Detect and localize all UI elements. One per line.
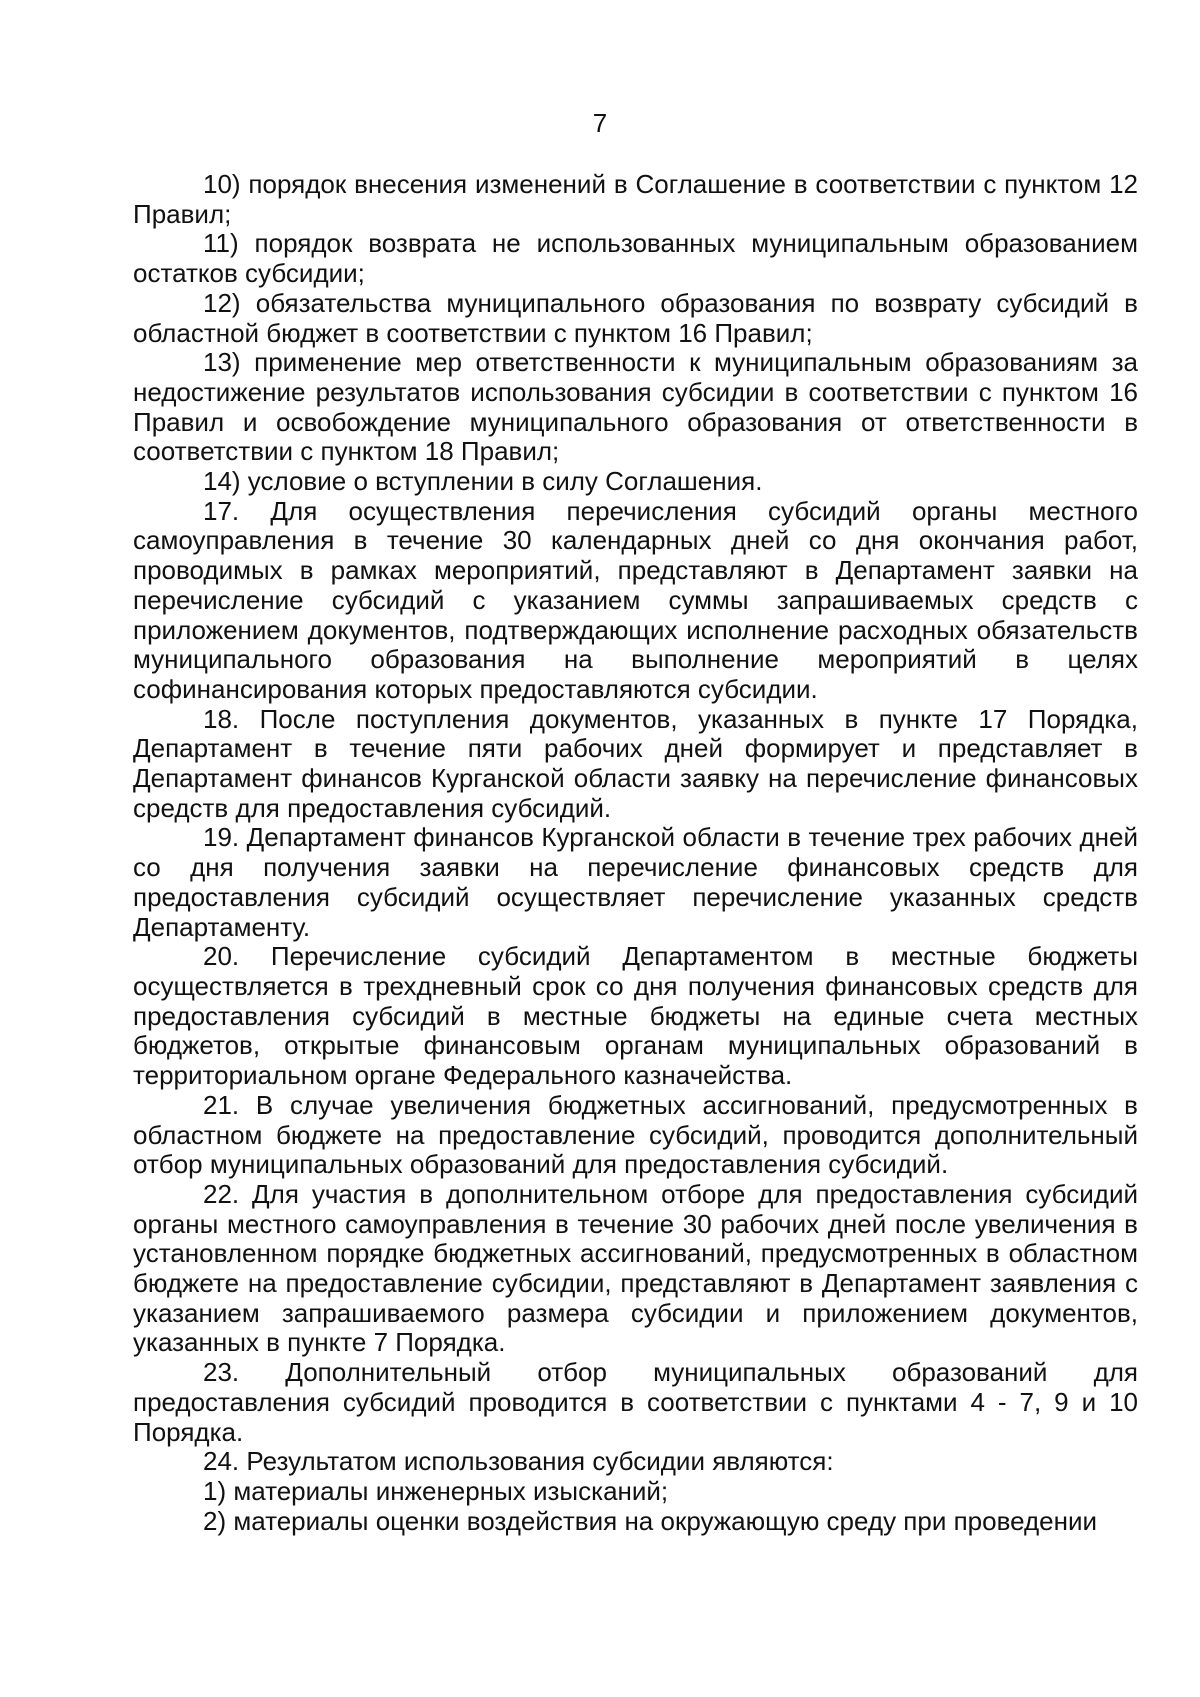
clause-19: 19. Департамент финансов Курганской области в течение трех рабочих дней со дня получения заявки на перечисление финансовых средств для предоставления субсидий осуществляет перечисление указанных средств Департаменту. [133,822,1138,942]
clause-20: 20. Перечисление субсидий Департаментом в местные бюджеты осуществляется в трехдневный срок со дня получения финансовых средств для предоставления субсидий в местные бюджеты на единые счета местных бюджетов, открытые финансовым органам муниципальных образований в территориальном органе Федерального казначейства. [133,941,1138,1091]
document-body [133,170,1138,1536]
clause-23: 23. Дополнительный отбор муниципальных образований для предоставления субсидий проводится в соответствии с пунктами 4 - 7, 9 и 10 Порядка. [133,1357,1138,1447]
clause-17: 17. Для осуществления перечисления субсидий органы местного самоуправления в течение 30 календарных дней со дня окончания работ, проводимых в рамках мероприятий, представляют в Департамент заявки на перечисление субсидий с указанием суммы запрашиваемых средств с приложением документов, подтверждающих исполнение расходных обязательств муниципального образования на выполнение мероприятий в целях софинансирования которых предоставляются субсидии. [133,495,1138,704]
result-item-2: 2) материалы оценки воздействия на окружающую среду при проведении [203,1505,1098,1536]
result-item-1: 1) материалы инженерных изысканий; [203,1475,669,1506]
list-item-12: 12) обязательства муниципального образования по возврату субсидий в областной бюджет в соответствии с пунктом 16 Правил; [133,287,1138,348]
list-item-11: 11) порядок возврата не использованных муниципальным образованием остатков субсидии; [133,228,1138,289]
clause-18: 18. После поступления документов, указанных в пункте 17 Порядка, Департамент в течение пяти рабочих дней формирует и представляет в Департамент финансов Курганской области заявку на перечисление финансовых средств для предоставления субсидий. [133,703,1138,823]
clause-21: 21. В случае увеличения бюджетных ассигнований, предусмотренных в областном бюджете на предоставление субсидий, проводится дополнительный отбор муниципальных образований для предоставления субсидий. [133,1089,1138,1180]
list-item-14: 14) условие о вступлении в силу Соглашения. [203,466,763,497]
list-item-13: 13) применение мер ответственности к муниципальным образованиям за недостижение результатов использования субсидии в соответствии с пунктом 16 Правил и освобождение муниципального образования от ответственности в соответствии с пунктом 18 Правил; [133,347,1138,467]
clause-22: 22. Для участия в дополнительном отборе для предоставления субсидий органы местного самоуправления в течение 30 рабочих дней после увеличения в установленном порядке бюджетных ассигнований, предусмотренных в областном бюджете на предоставление субсидии, представляют в Департамент заявления с указанием запрашиваемого размера субсидии и приложением документов, указанных в пункте 7 Порядка. [133,1178,1138,1358]
clause-24: 24. Результатом использования субсидии являются: [203,1446,834,1477]
page-number: 7 [592,108,608,138]
list-item-10: 10) порядок внесения изменений в Соглашение в соответствии с пунктом 12 Правил; [133,169,1138,229]
